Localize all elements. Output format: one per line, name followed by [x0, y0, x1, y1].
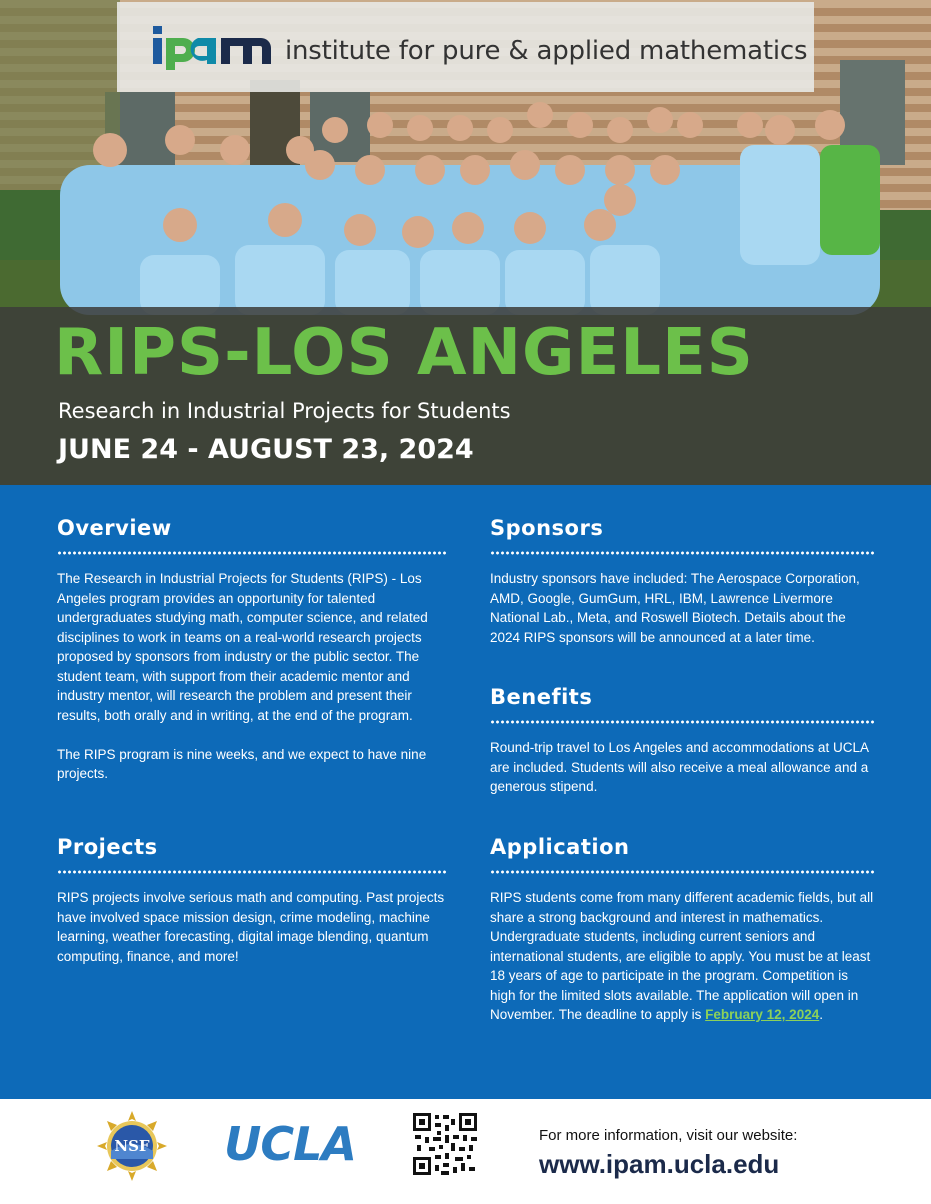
footer — [0, 1099, 931, 1204]
qr-code-icon[interactable] — [413, 1113, 477, 1175]
benefits-heading: Benefits — [490, 685, 593, 709]
page-title: RIPS-LOS ANGELES — [54, 316, 754, 390]
divider — [57, 551, 447, 555]
application-text — [490, 888, 876, 1025]
program-dates: JUNE 24 - AUGUST 23, 2024 — [58, 434, 474, 465]
divider — [490, 870, 876, 874]
divider — [490, 720, 876, 724]
benefits-text: Round-trip travel to Los Angeles and accommodations at UCLA are included. Students will also receive a meal allowance and a generous stipend. — [490, 740, 869, 794]
website-link[interactable]: www.ipam.ucla.edu — [539, 1149, 780, 1179]
ucla-logo: UCLA — [224, 1117, 357, 1171]
logo-tagline: institute for pure & applied mathematics — [285, 36, 808, 66]
content-panel — [0, 485, 931, 1099]
application-body: RIPS students come from many different academic fields, but all share a strong background and interest in mathematics. Undergraduate students, including current seniors and international students, are eligible to apply. You must be at least 18 years of age to participate in the program. Competition is high for the limited slots available. The application will open in November. The deadline to apply is — [490, 890, 874, 1022]
deadline-link[interactable]: February 12, 2024 — [705, 1007, 820, 1022]
benefits-section — [490, 684, 876, 797]
nsf-seal-icon — [97, 1111, 167, 1181]
more-info-text: For more information, visit our website: — [539, 1127, 798, 1144]
page-subtitle: Research in Industrial Projects for Students — [58, 399, 511, 423]
overview-heading: Overview — [57, 516, 172, 540]
hero-photo-banner — [0, 0, 931, 485]
projects-text: RIPS projects involve serious math and computing. Past projects have involved space mission design, crime modeling, machine learning, weather forecasting, digital image blending, quantum computing, finance, and more! — [57, 890, 445, 964]
overview-paragraph-2: The RIPS program is nine weeks, and we expect to have nine projects. — [57, 746, 427, 781]
nsf-label: NSF — [114, 1137, 150, 1155]
projects-heading: Projects — [57, 835, 158, 859]
overview-paragraph-1: The Research in Industrial Projects for Students (RIPS) - Los Angeles program provides an opportunity for talented undergraduates studying math, computer science, and related disciplines to work in teams on a real-world research projects proposed by sponsors from industry or the public sector. The student team, with support from their academic mentor and industry mentor, will research the problem and present their results, both orally and in writing, at the end of the program. — [57, 571, 428, 723]
overview-section — [57, 515, 447, 784]
projects-section — [57, 834, 447, 966]
sponsors-heading: Sponsors — [490, 516, 604, 540]
sponsors-section — [490, 515, 876, 647]
application-section — [490, 834, 876, 1025]
ipam-logo-icon — [150, 26, 275, 70]
application-heading: Application — [490, 835, 630, 859]
divider — [490, 551, 876, 555]
sponsors-text: Industry sponsors have included: The Aerospace Corporation, AMD, Google, GumGum, HRL, IBM, Lawrence Livermore National Lab., Meta, and Roswell Biotech. Details about the 2024 RIPS sponsors will be announced at a later time. — [490, 571, 860, 645]
application-end: . — [819, 1007, 823, 1022]
divider — [57, 870, 447, 874]
